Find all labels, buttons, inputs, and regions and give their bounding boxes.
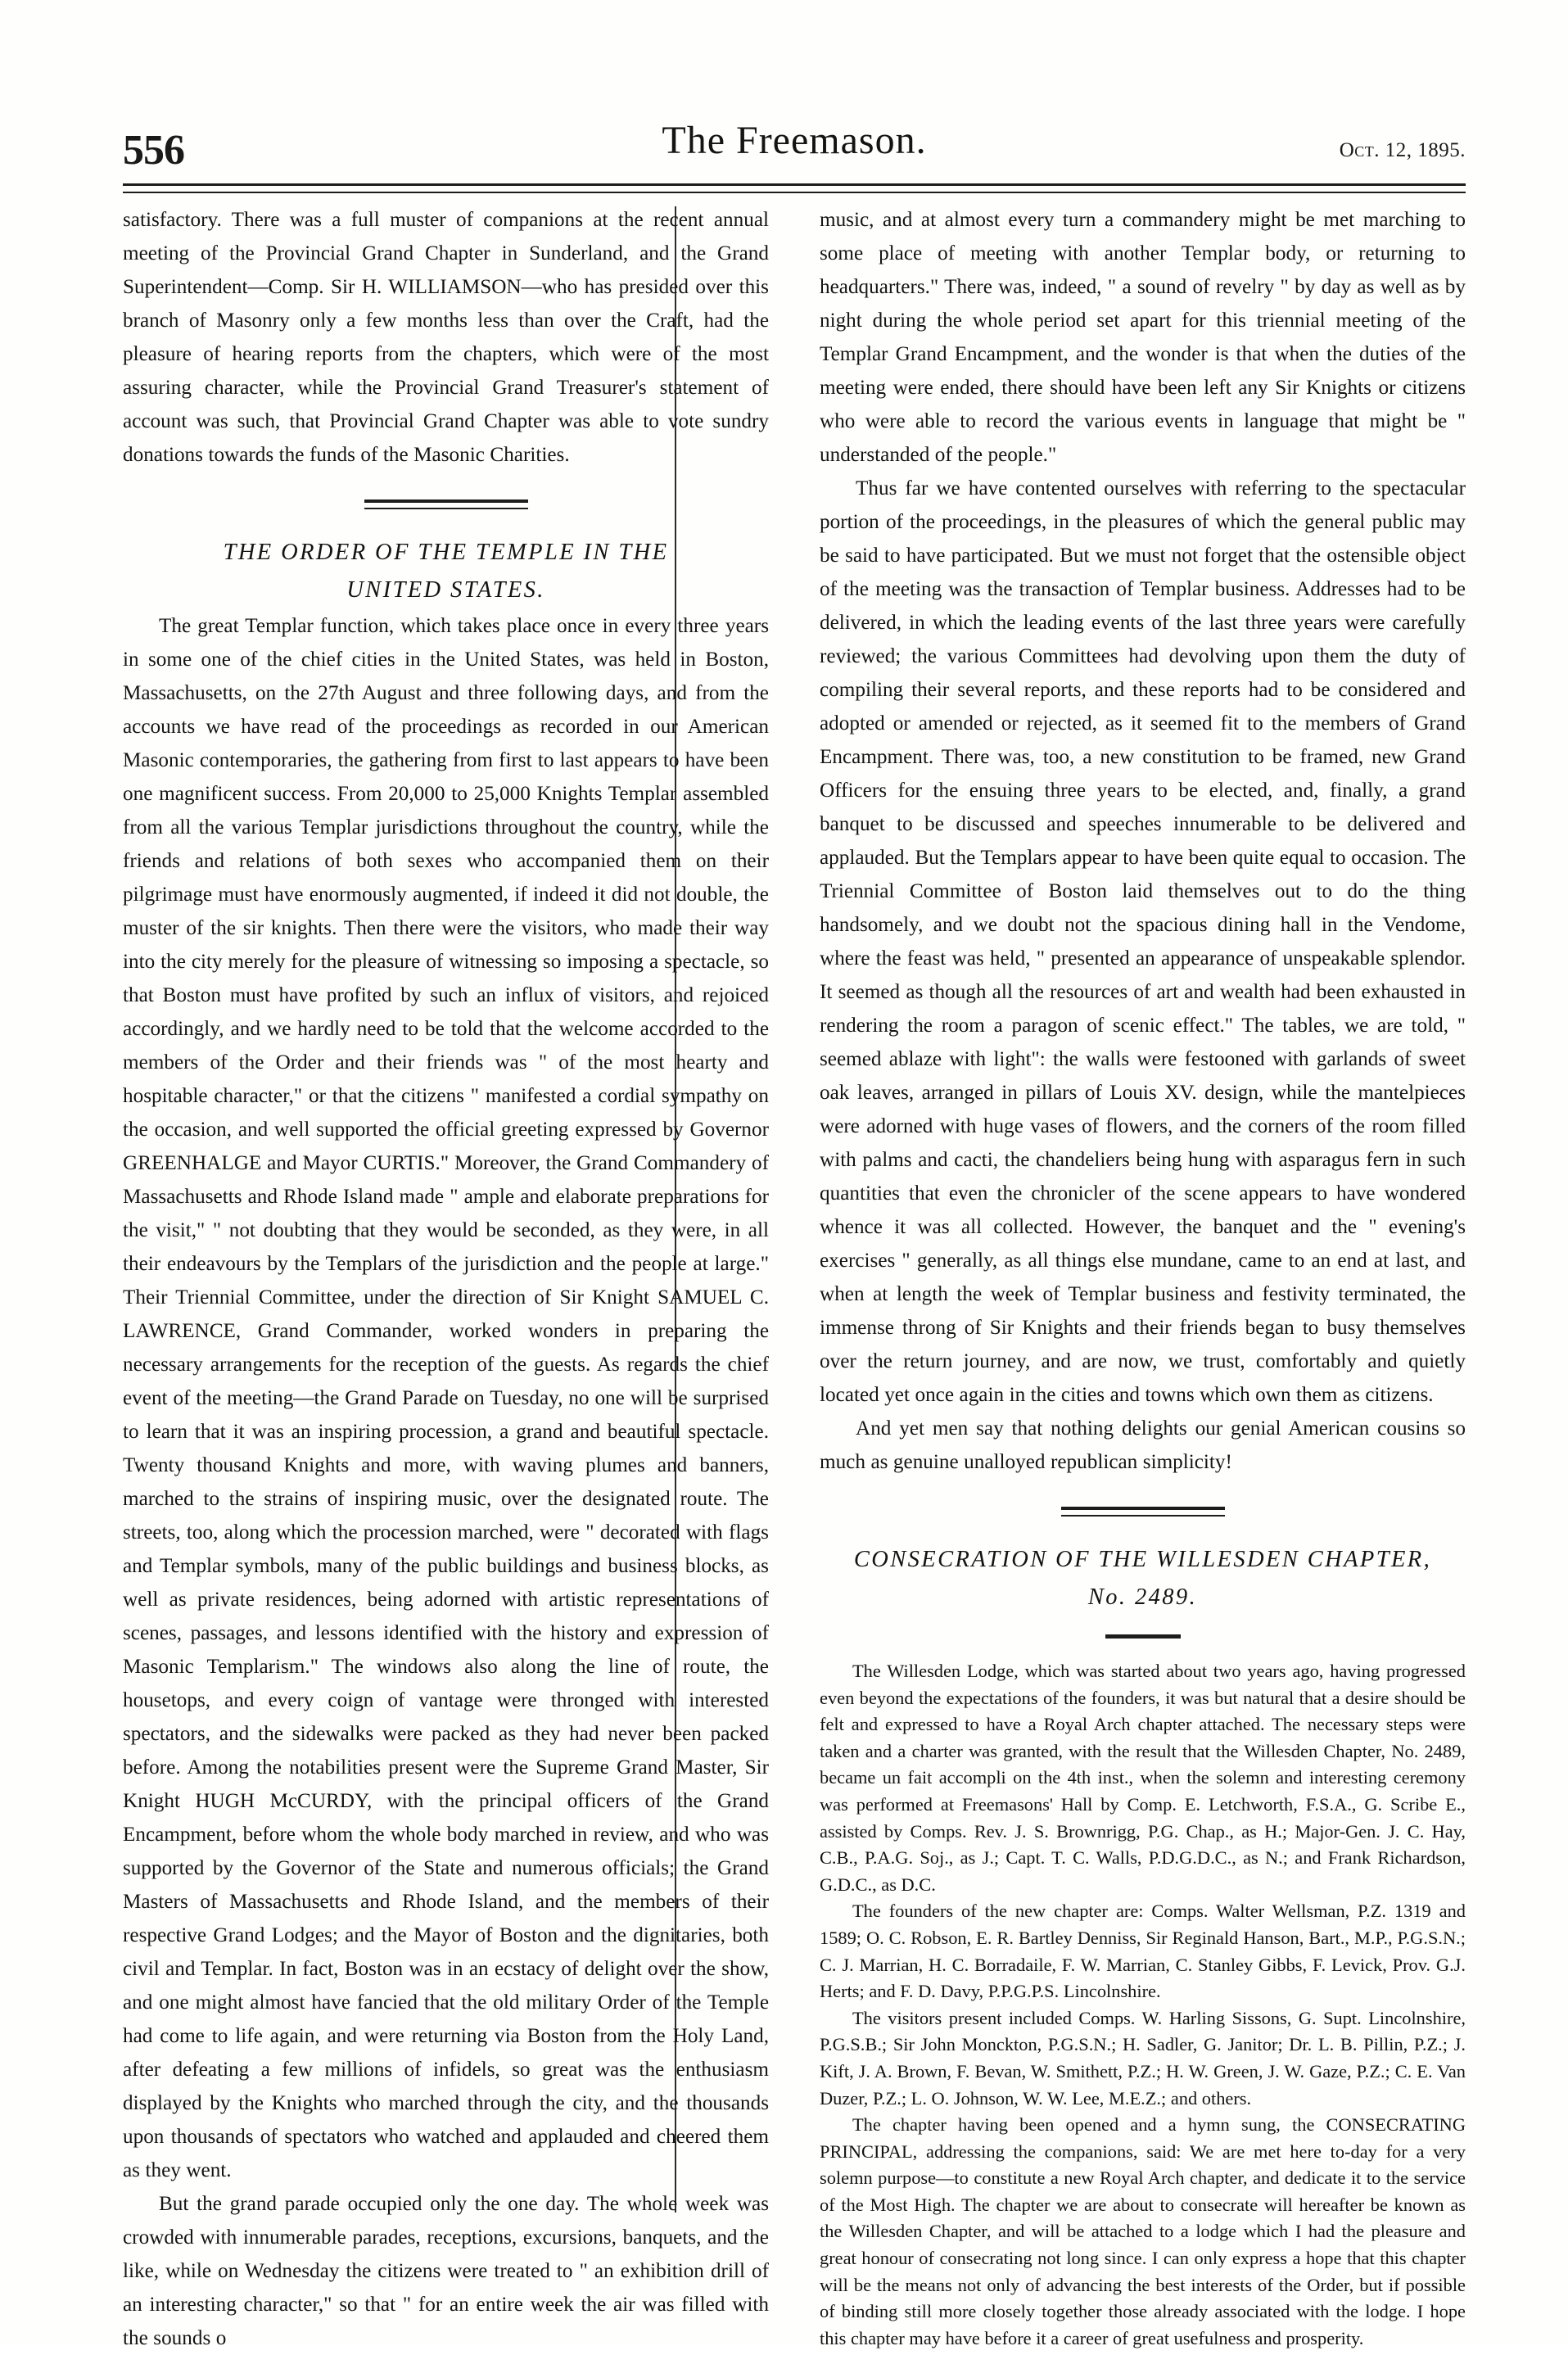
report-paragraph: The chapter having been opened and a hymn sung, the CONSECRATING PRINCIPAL, addressing the companions, said: We are met here to-day for a very solemn purpose—to constitute a new Royal Arch chapter, and dedicate it to the service of the Most High. The chapter we are about to consecrate will hereafter be known as the Willesden Chapter, and will be attached to a lodge which I had the pleasure and great honour of consecrating not long since. I can only express a hope that this chapter will be the means not only of advancing the best interests of the Order, but if possible of binding still more closely together those already associated with the lodge. I hope this chapter may have before it a career of great usefulness and prosperity. <box>820 2114 1466 2348</box>
right-column <box>787 203 1466 2348</box>
section-heading-line-2: UNITED STATES. <box>346 577 545 603</box>
section-heading-line-2: No. 2489. <box>1087 1584 1198 1610</box>
page-number: 556 <box>123 127 184 174</box>
section-divider-rule-left <box>364 499 528 509</box>
report-paragraph: The Willesden Lodge, which was started about two years ago, having progressed even beyond the expectations of the founders, it was but natural that a desire should be felt and expressed to have a Royal Arch chapter attached. The necessary steps were taken and a charter was granted, with the result that the Willesden Chapter, No. 2489, became un fait accompli on the 4th inst., when the solemn and interesting ceremony was performed at Freemasons' Hall by Comp. E. Letchworth, F.S.A., G. Scribe E., assisted by Comps. Rev. J. S. Brownrigg, P.G. Chap., as H.; Major-Gen. J. C. Hay, C.B., P.A.G. Soj., as J.; Capt. T. C. Walls, P.D.G.D.C., as N.; and Frank Richardson, G.D.C., as D.C. <box>820 1661 1466 1895</box>
masthead-divider-rule <box>123 183 1466 193</box>
article-paragraph: music, and at almost every turn a commandery might be met marching to some place of meeting with another Templar body, or returning to headquarters." There was, indeed, " a sound of revelry " by day as well as by night during the whole period set apart for this triennial meeting of the Templar Grand Encampment, and the wonder is that when the duties of the meeting were ended, there should have been left any Sir Knights or citizens who were able to record the various events in language that might be " understanded of the people." <box>820 209 1466 466</box>
left-column <box>123 203 787 2349</box>
report-paragraph: The founders of the new chapter are: Comps. Walter Wellsman, P.Z. 1319 and 1589; O. C. Robson, E. R. Bartley Denniss, Sir Reginald Hanson, Bart., M.P., P.G.S.N.; C. J. Marrian, H. C. Borradaile, F. W. Marrian, C. Stanley Gibbs, F. Levick, Prov. G.J. Herts; and F. D. Davy, P.P.G.P.S. Lincolnshire. <box>820 1901 1466 2002</box>
section-heading-line-1: THE ORDER OF THE TEMPLE IN THE <box>223 540 669 565</box>
section-heading-willesden-chapter <box>820 1541 1466 1616</box>
article-paragraph: Thus far we have contented ourselves with referring to the spectacular portion of the proceedings, in the pleasures of which the general public may be said to have participated. But we must not forget that the ostensible object of the meeting was the transaction of Templar business. Addresses had to be delivered, in which the leading events of the last three years were carefully reviewed; the various Committees had devolving upon them the duty of compiling their several reports, and these reports had to be considered and adopted or amended or rejected, as it seemed fit to the members of Grand Encampment. There was, too, a new constitution to be framed, new Grand Officers for the ensuing three years to be elected, and, finally, a grand banquet to be discussed and speeches innumerable to be delivered and applauded. But the Templars appear to have been quite equal to occasion. The Triennial Committee of Boston laid themselves out to do the thing handsomely, and we doubt not the spacious dining hall in the Vendome, where the feast was held, " presented an appearance of unspeakable splendor. It seemed as though all the resources of art and wealth had been exhausted in rendering the room a paragon of scenic effect." The tables, we are told, " seemed ablaze with light": the walls were festooned with garlands of sweet oak leaves, arranged in pillars of Louis XV. design, while the mantelpieces were adorned with huge vases of flowers, and the corners of the room filled with palms and cacti, the chandeliers being hung with asparagus fern in such quantities that even the chronicler of the scene appears to have wondered whence it was all collected. However, the banquet and the " evening's exercises " generally, as all things else mundane, came to an end at last, and when at length the week of Templar business and festivity terminated, the immense throng of Sir Knights and their friends began to busy themselves over the return journey, and are now, we trust, comfortably and quietly located yet once again in the cities and towns which own them as citizens. <box>820 477 1466 1406</box>
section-heading-order-of-temple <box>123 534 769 609</box>
article-paragraph: And yet men say that nothing delights our genial American cousins so much as genuine unalloyed republican simplicity! <box>820 1417 1466 1473</box>
issue-date: Oct. 12, 1895. <box>1339 139 1466 161</box>
page-masthead <box>123 115 1466 190</box>
continued-paragraph: satisfactory. There was a full muster of companions at the recent annual meeting of the Provincial Grand Chapter in Sunderland, and the Grand Superintendent—Comp. Sir H. WILLIAMSON—who has presided over this branch of Masonry only a few months less than over the Craft, had the pleasure of hearing reports from the chapters, which were of the most assuring character, while the Provincial Grand Treasurer's statement of account was such, that Provincial Grand Chapter was able to vote sundry donations towards the funds of the Masonic Charities. <box>123 209 769 466</box>
report-paragraph: The visitors present included Comps. W. Harling Sissons, G. Supt. Lincolnshire, P.G.S.B.; Sir John Monckton, P.G.S.N.; H. Sadler, G. Janitor; Dr. L. B. Pillin, P.Z.; J. Kift, J. A. Brown, F. Bevan, W. Smithett, P.Z.; H. W. Green, J. W. Gaze, P.Z.; C. E. Van Duzer, P.Z.; L. O. Johnson, W. W. Lee, M.E.Z.; and others. <box>820 2007 1466 2109</box>
subheading-divider-rule <box>1105 1634 1181 1639</box>
article-paragraph: But the grand parade occupied only the one day. The whole week was crowded with innumerable parades, receptions, excursions, banquets, and the like, while on Wednesday the citizens were treated to " an exhibition drill of an interesting character," so that " for an entire week the air was filled with the sounds o <box>123 2193 769 2349</box>
article-columns <box>123 203 1466 2349</box>
article-paragraph: The great Templar function, which takes place once in every three years in some one of the chief cities in the United States, was held in Boston, Massachusetts, on the 27th August and three following days, and from the accounts we have read of the proceedings as recorded in our American Masonic contemporaries, the gathering from first to last appears to have been one magnificent success. From 20,000 to 25,000 Knights Templar assembled from all the various Templar jurisdictions throughout the country, while the friends and relations of both sexes who accompanied them on their pilgrimage must have enormously augmented, if indeed it did not double, the muster of the sir knights. Then there were the visitors, who made their way into the city merely for the pleasure of witnessing so imposing a spectacle, so that Boston must have profited by such an influx of visitors, and rejoiced accordingly, and we hardly need to be told that the welcome accorded to the members of the Order and their friends was " of the most hearty and hospitable character," or that the citizens " manifested a cordial sympathy on the occasion, and well supported the official greeting expressed by Governor GREENHALGE and Mayor CURTIS." Moreover, the Grand Commandery of Massachusetts and Rhode Island made " ample and elaborate preparations for the visit," " not doubting that they would be seconded, as they were, in all their endeavours by the Templars of the jurisdiction and the people at large." Their Triennial Committee, under the direction of Sir Knight SAMUEL C. LAWRENCE, Grand Commander, worked wonders in preparing the necessary arrangements for the reception of the guests. As regards the chief event of the meeting—the Grand Parade on Tuesday, no one will be surprised to learn that it was an inspiring procession, a grand and beautiful spectacle. Twenty thousand Knights and more, with waving plumes and banners, marched to the strains of inspiring music, over the designated route. The streets, too, along which the procession marched, were " decorated with flags and Templar symbols, many of the public buildings and business blocks, as well as private residences, being adorned with artistic representations of scenes, passages, and lessons identified with the history and expression of Masonic Templarism." The windows also along the line of route, the housetops, and every coign of vantage were thronged with interested spectators, and the sidewalks were packed as they had never been packed before. Among the notabilities present were the Supreme Grand Master, Sir Knight HUGH McCURDY, with the principal officers of the Grand Encampment, before whom the whole body marched in review, and who was supported by the Governor of the State and numerous officials; the Grand Masters of Massachusetts and Rhode Island, and the members of their respective Grand Lodges; and the Mayor of Boston and the dignitaries, both civil and Templar. In fact, Boston was in an ecstacy of delight over the show, and one might almost have fancied that the old military Order of the Temple had come to life again, and were returning via Boston from the Holy Land, after defeating a few millions of infidels, so great was the enthusiasm displayed by the Knights who marched through the city, and the thousands upon thousands of spectators who watched and applauded and cheered them as they went. <box>123 615 769 2181</box>
publication-title: The Freemason. <box>662 119 927 162</box>
section-divider-rule-right <box>1061 1507 1225 1517</box>
section-heading-line-1: CONSECRATION OF THE WILLESDEN CHAPTER, <box>853 1547 1432 1572</box>
